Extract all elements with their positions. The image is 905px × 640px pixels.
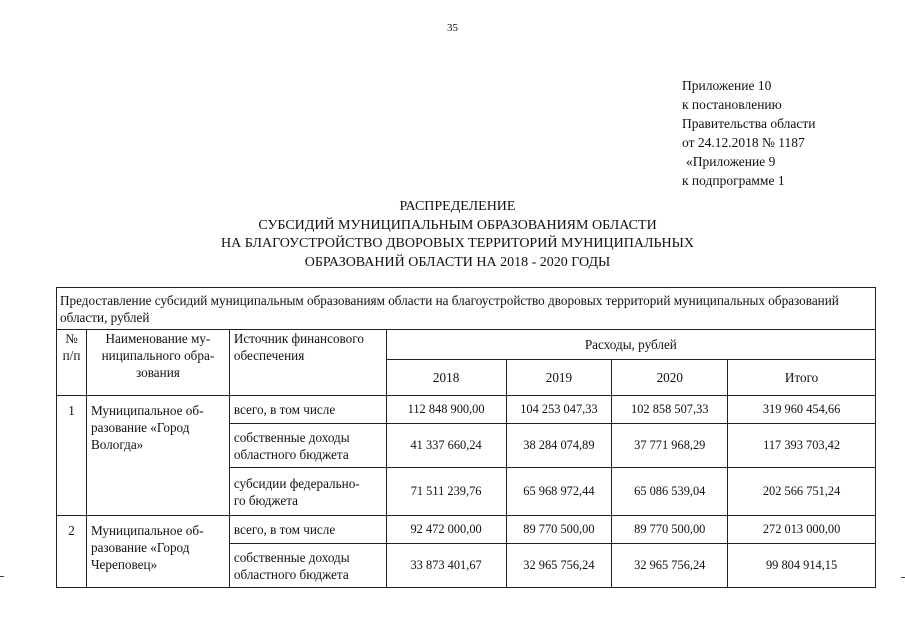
title-line: РАСПРЕДЕЛЕНИЕ (399, 199, 516, 214)
cell-2019: 89 770 500,00 (506, 516, 612, 544)
document-title (0, 198, 905, 272)
appendix-line: Приложение 10 (682, 78, 772, 93)
header-source (229, 330, 386, 396)
table-row (57, 516, 876, 544)
row-source: всего, в том числе (229, 516, 386, 544)
table-header-row (57, 330, 876, 360)
cell-2019: 65 968 972,44 (506, 468, 612, 516)
table-caption-row (57, 288, 876, 330)
municipality-line: Муниципальное об- (90, 403, 204, 418)
source-line: субсидии федерально- (233, 475, 360, 491)
header-num-line: № (65, 331, 78, 346)
table-caption: Предоставление субсидий муниципальным образованиям области на благоустройство дворовых территорий муниципальных образований области, рублей (57, 288, 876, 330)
source-line: собственные доходы (233, 549, 350, 565)
scan-edge-mark (901, 577, 905, 578)
cell-total: 202 566 751,24 (728, 468, 876, 516)
header-expenses: Расходы, рублей (386, 330, 875, 360)
row-municipality (86, 516, 229, 588)
header-num-line: п/п (62, 348, 81, 363)
header-total: Итого (728, 360, 876, 396)
cell-2020: 89 770 500,00 (612, 516, 728, 544)
row-num: 2 (57, 516, 87, 588)
appendix-line: Правительства области (682, 116, 816, 131)
cell-2020: 32 965 756,24 (612, 544, 728, 588)
title-line: НА БЛАГОУСТРОЙСТВО ДВОРОВЫХ ТЕРРИТОРИЙ МУНИЦИПАЛЬНЫХ (221, 236, 694, 251)
page-number: 35 (447, 22, 458, 34)
cell-2018: 92 472 000,00 (386, 516, 506, 544)
cell-2020: 102 858 507,33 (612, 396, 728, 424)
cell-2019: 38 284 074,89 (506, 424, 612, 468)
cell-2018: 112 848 900,00 (386, 396, 506, 424)
row-source (229, 424, 386, 468)
cell-2019: 32 965 756,24 (506, 544, 612, 588)
appendix-line: «Приложение 9 (686, 154, 776, 169)
source-line: областного бюджета (233, 446, 349, 462)
header-source-line: обеспечения (233, 348, 305, 363)
source-line: го бюджета (233, 492, 298, 508)
cell-2019: 104 253 047,33 (506, 396, 612, 424)
cell-2018: 41 337 660,24 (386, 424, 506, 468)
appendix-block (682, 76, 815, 190)
title-line: СУБСИДИЙ МУНИЦИПАЛЬНЫМ ОБРАЗОВАНИЯМ ОБЛАСТИ (258, 217, 657, 233)
cell-total: 272 013 000,00 (728, 516, 876, 544)
row-num: 1 (57, 396, 87, 516)
scan-edge-mark (0, 576, 4, 577)
header-name (86, 330, 229, 396)
row-municipality (86, 396, 229, 516)
row-source: всего, в том числе (229, 396, 386, 424)
appendix-line: от 24.12.2018 № 1187 (682, 135, 805, 150)
municipality-line: Вологда» (90, 437, 144, 452)
source-line: собственные доходы (233, 429, 350, 445)
row-source (229, 544, 386, 588)
header-name-line: Наименование му- (105, 331, 211, 346)
appendix-line: к подпрограмме 1 (682, 173, 785, 188)
header-name-line: зования (136, 365, 180, 380)
cell-2018: 71 511 239,76 (386, 468, 506, 516)
table-row (57, 396, 876, 424)
header-year-2020: 2020 (612, 360, 728, 396)
cell-2018: 33 873 401,67 (386, 544, 506, 588)
header-year-2019: 2019 (506, 360, 612, 396)
cell-2020: 65 086 539,04 (612, 468, 728, 516)
municipality-line: Череповец» (90, 557, 158, 572)
municipality-line: разование «Город (90, 540, 190, 555)
header-name-line: ниципального обра- (101, 348, 215, 363)
appendix-line: к постановлению (682, 97, 782, 112)
municipality-line: Муниципальное об- (90, 523, 204, 538)
row-source (229, 468, 386, 516)
cell-2020: 37 771 968,29 (612, 424, 728, 468)
municipality-line: разование «Город (90, 420, 190, 435)
cell-total: 117 393 703,42 (728, 424, 876, 468)
cell-total: 319 960 454,66 (728, 396, 876, 424)
header-num (57, 330, 87, 396)
header-source-line: Источник финансового (233, 331, 364, 346)
source-line: областного бюджета (233, 566, 349, 582)
subsidy-table (56, 287, 876, 588)
cell-total: 99 804 914,15 (728, 544, 876, 588)
title-line: ОБРАЗОВАНИЙ ОБЛАСТИ НА 2018 - 2020 ГОДЫ (304, 254, 611, 270)
header-year-2018: 2018 (386, 360, 506, 396)
